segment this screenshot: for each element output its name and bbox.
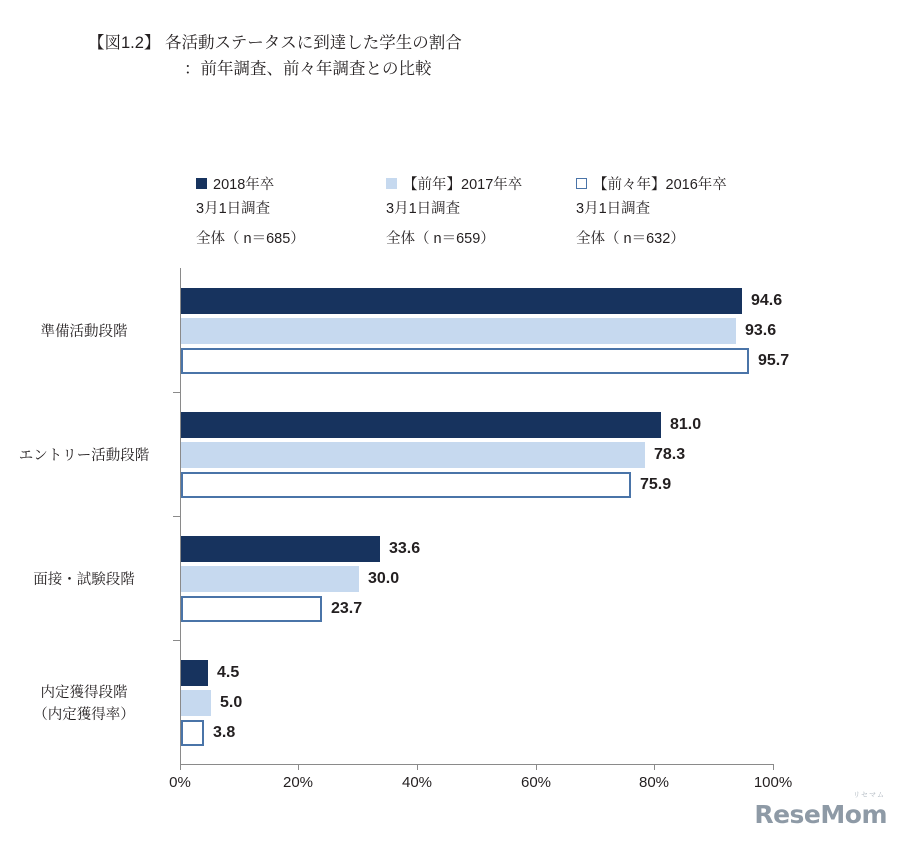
- legend-swatch-icon: [386, 178, 397, 189]
- legend-sub2-0: 全体（ n＝685）: [196, 231, 305, 247]
- bar-row: [181, 660, 774, 686]
- category-label-line: 内定獲得段階: [40, 685, 128, 701]
- bar-series-2018-cat-3: [181, 660, 208, 686]
- x-tick-label-2: 40%: [401, 774, 433, 791]
- category-separator: [173, 392, 180, 393]
- bar-group-1: [181, 412, 774, 502]
- bar-series-2017-cat-2: [181, 566, 359, 592]
- bar-group-0: [181, 288, 790, 378]
- bar-series-2016-cat-3: [181, 720, 204, 746]
- legend-label-0: 2018年卒: [213, 176, 275, 193]
- x-tick-5: [773, 764, 774, 770]
- chart-legend: [196, 172, 816, 254]
- bar-row: [181, 566, 774, 592]
- bar-value-label: 30.0: [368, 570, 400, 587]
- bar-value-label: 95.7: [758, 352, 790, 369]
- bar-row: [181, 318, 777, 344]
- x-tick-label-4: 80%: [638, 774, 670, 791]
- bar-value-label: 81.0: [670, 416, 702, 433]
- bar-value-label: 23.7: [331, 600, 363, 617]
- bar-series-2016-cat-1: [181, 472, 631, 498]
- legend-sub2-2: 全体（ n＝632）: [576, 231, 685, 247]
- legend-label-1: 【前年】2017年卒: [403, 176, 523, 193]
- bar-series-2018-cat-0: [181, 288, 742, 314]
- plot-area: [18, 268, 793, 791]
- bar-series-2016-cat-2: [181, 596, 322, 622]
- x-tick-label-1: 20%: [282, 774, 314, 791]
- x-tick-label-3: 60%: [520, 774, 552, 791]
- x-tick-label-0: 0%: [169, 774, 191, 791]
- legend-sub1-2: 3月1日調査: [576, 201, 651, 217]
- bar-row: [181, 596, 774, 622]
- legend-item-0: [196, 172, 386, 254]
- x-axis-line: [180, 764, 774, 765]
- category-label-line: 準備活動段階: [40, 324, 128, 340]
- chart-title-line-1: 【図1.2】 各活動ステータスに到達した学生の割合: [88, 34, 462, 52]
- bar-value-label: 33.6: [389, 540, 421, 557]
- category-label-0: [0, 321, 169, 343]
- legend-sub2-1: 全体（ n＝659）: [386, 231, 495, 247]
- bar-row: [181, 412, 774, 438]
- bar-value-label: 3.8: [213, 724, 236, 741]
- category-label-line: （内定獲得率）: [33, 707, 135, 723]
- bar-value-label: 4.5: [217, 664, 240, 681]
- bar-series-2017-cat-0: [181, 318, 736, 344]
- chart-title: [88, 30, 788, 82]
- legend-sub1-1: 3月1日調査: [386, 201, 461, 217]
- category-label-line: エントリー活動段階: [18, 448, 150, 464]
- bar-value-label: 78.3: [654, 446, 686, 463]
- chart-title-line-2: ：前年調査、前々年調査との比較: [184, 60, 432, 78]
- bar-series-2017-cat-3: [181, 690, 211, 716]
- bar-value-label: 94.6: [751, 292, 783, 309]
- bar-row: [181, 348, 790, 374]
- category-separator: [173, 640, 180, 641]
- bar-group-3: [181, 660, 774, 750]
- x-tick-label-5: 100%: [753, 774, 793, 791]
- legend-swatch-icon: [576, 178, 587, 189]
- category-separator: [173, 516, 180, 517]
- legend-label-2: 【前々年】2016年卒: [593, 176, 727, 193]
- bar-value-label: 93.6: [745, 322, 777, 339]
- category-label-2: [0, 569, 169, 591]
- logo-subtext: リセマム: [853, 792, 885, 799]
- bar-row: [181, 288, 783, 314]
- legend-item-1: [386, 172, 576, 254]
- bar-series-2018-cat-2: [181, 536, 380, 562]
- bar-row: [181, 536, 774, 562]
- bar-series-2018-cat-1: [181, 412, 661, 438]
- bar-series-2016-cat-0: [181, 348, 749, 374]
- bar-value-label: 75.9: [640, 476, 672, 493]
- x-tick-2: [417, 764, 418, 770]
- bar-row: [181, 442, 774, 468]
- category-label-3: [0, 682, 169, 726]
- x-tick-1: [298, 764, 299, 770]
- x-tick-3: [536, 764, 537, 770]
- category-label-line: 面接・試験段階: [33, 572, 135, 588]
- bar-row: [181, 690, 774, 716]
- bar-group-2: [181, 536, 774, 626]
- bar-row: [181, 472, 774, 498]
- category-label-1: [0, 445, 169, 467]
- legend-swatch-icon: [196, 178, 207, 189]
- bar-value-label: 5.0: [220, 694, 243, 711]
- legend-sub1-0: 3月1日調査: [196, 201, 271, 217]
- logo-wordmark: ReseMom: [754, 800, 887, 829]
- resemom-logo: [754, 794, 887, 829]
- legend-item-2: [576, 172, 766, 254]
- bar-row: [181, 720, 774, 746]
- bar-series-2017-cat-1: [181, 442, 645, 468]
- x-tick-4: [654, 764, 655, 770]
- x-tick-0: [180, 764, 181, 770]
